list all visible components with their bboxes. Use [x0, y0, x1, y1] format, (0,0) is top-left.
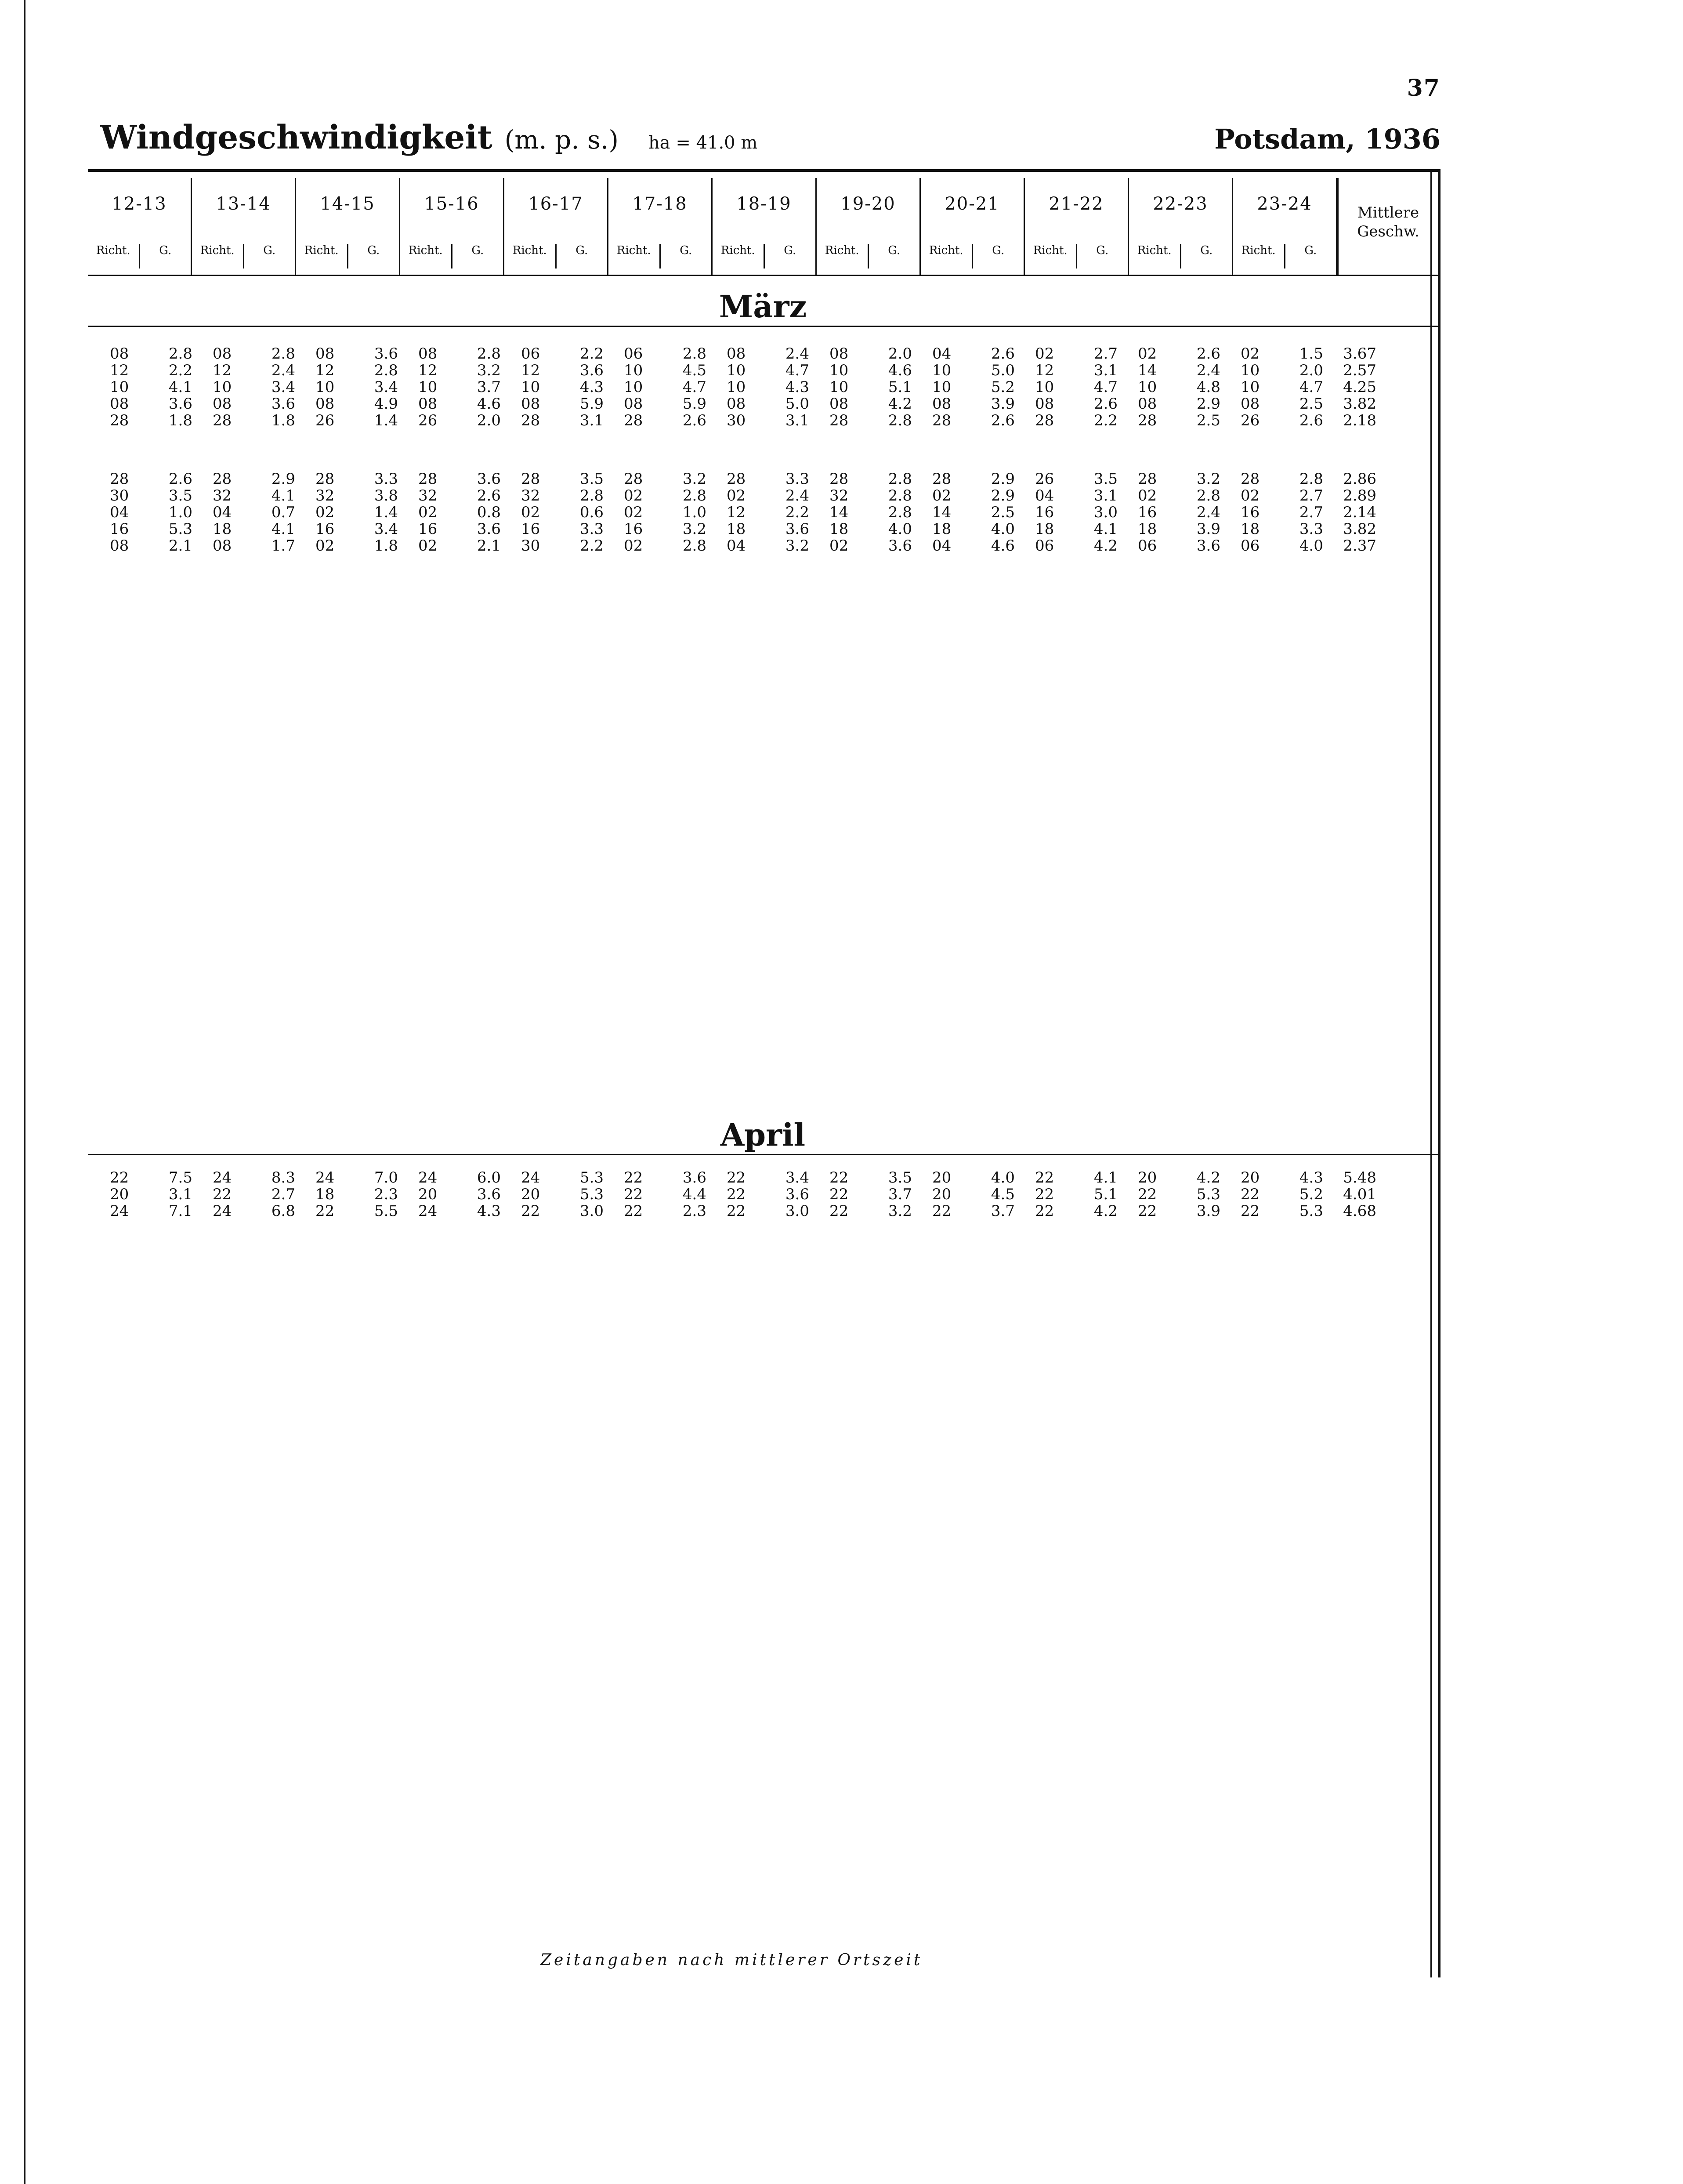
- direction-label: Richt.: [192, 244, 244, 268]
- hour-label: 14-15: [320, 194, 375, 214]
- speed-label: G.: [159, 244, 172, 257]
- direction-label: Richt.: [817, 244, 869, 268]
- direction-label: Richt.: [296, 244, 348, 268]
- hour-column-8: [921, 178, 1025, 275]
- speed-label: G.: [888, 244, 901, 257]
- table-row: 08 3.6 08 3.6 08 4.9 08 4.6 08 5.9 08 5.9 08 5.0 08 4.2 08 3.9 08 2.6 08 2.9 08 2.5 3.82: [105, 395, 1425, 412]
- hour-column-3: [400, 178, 504, 275]
- page-number: 37: [1407, 75, 1441, 102]
- table-row: 08 2.1 08 1.7 02 1.8 02 2.1 30 2.2 02 2.8 04 3.2 02 3.6 04 4.6 06 4.2 06 3.6 06 4.0 2.37: [105, 537, 1425, 554]
- april-block-1: [105, 1169, 1425, 1219]
- page-header: [100, 119, 1441, 163]
- page-title: Windgeschwindigkeit: [100, 119, 492, 156]
- march-block-2: [105, 471, 1425, 554]
- sub-labels: [608, 244, 711, 268]
- hour-label: 17-18: [632, 194, 688, 214]
- time-footnote: Zeitangaben nach mittlerer Ortszeit: [540, 1951, 923, 1969]
- march-block-1: [105, 345, 1425, 429]
- hour-label: 19-20: [840, 194, 896, 214]
- hour-label: 20-21: [945, 194, 1000, 214]
- hour-column-0: [88, 178, 192, 275]
- hour-column-10: [1129, 178, 1233, 275]
- sub-labels: [817, 244, 919, 268]
- speed-label: G.: [367, 244, 380, 257]
- table-row: 04 1.0 04 0.7 02 1.4 02 0.8 02 0.6 02 1.0 12 2.2 14 2.8 14 2.5 16 3.0 16 2.4 16 2.7 2.14: [105, 504, 1425, 521]
- speed-label: G.: [471, 244, 484, 257]
- table-row: 28 1.8 28 1.8 26 1.4 26 2.0 28 3.1 28 2.6 30 3.1 28 2.8 28 2.6 28 2.2 28 2.5 26 2.6 2.18: [105, 412, 1425, 429]
- hour-label: 18-19: [736, 194, 792, 214]
- sub-labels: [504, 244, 607, 268]
- title-group: [100, 119, 757, 156]
- hour-column-4: [504, 178, 608, 275]
- direction-label: Richt.: [504, 244, 557, 268]
- table-row: 24 7.1 24 6.8 22 5.5 24 4.3 22 3.0 22 2.3 22 3.0 22 3.2 22 3.7 22 4.2 22 3.9 22 5.3 4.68: [105, 1203, 1425, 1219]
- sub-labels: [88, 244, 191, 268]
- direction-label: Richt.: [88, 244, 140, 268]
- table-row: 16 5.3 18 4.1 16 3.4 16 3.6 16 3.3 16 3.2 18 3.6 18 4.0 18 4.0 18 4.1 18 3.9 18 3.3 3.82: [105, 521, 1425, 537]
- table-row: 20 3.1 22 2.7 18 2.3 20 3.6 20 5.3 22 4.4 22 3.6 22 3.7 20 4.5 22 5.1 22 5.3 22 5.2 4.01: [105, 1186, 1425, 1203]
- hour-label: 12-13: [112, 194, 167, 214]
- month-title-april: April: [720, 1117, 806, 1153]
- mean-value: 2.14: [1343, 504, 1376, 521]
- month-rule: [88, 1154, 1438, 1155]
- direction-label: Richt.: [1233, 244, 1285, 268]
- mean-value: 4.01: [1343, 1186, 1376, 1203]
- mean-value: 2.86: [1343, 470, 1376, 488]
- mean-speed-header: Mittlere Geschw.: [1337, 178, 1438, 275]
- direction-label: Richt.: [1129, 244, 1181, 268]
- mean-value: 4.68: [1343, 1202, 1376, 1220]
- wind-speed-table: [88, 169, 1441, 1977]
- column-headers: [88, 178, 1438, 276]
- speed-label: G.: [575, 244, 588, 257]
- hour-label: 13-14: [216, 194, 271, 214]
- speed-label: G.: [263, 244, 276, 257]
- table-row: 22 7.5 24 8.3 24 7.0 24 6.0 24 5.3 22 3.6 22 3.4 22 3.5 20 4.0 22 4.1 20 4.2 20 4.3 5.48: [105, 1169, 1425, 1186]
- speed-label: G.: [784, 244, 796, 257]
- table-row: 30 3.5 32 4.1 32 3.8 32 2.6 32 2.8 02 2.8 02 2.4 32 2.8 02 2.9 04 3.1 02 2.8 02 2.7 2.89: [105, 487, 1425, 504]
- frame-inner-rule: [1430, 172, 1432, 1977]
- sub-labels: [400, 244, 503, 268]
- unit-label: (m. p. s.): [504, 125, 619, 155]
- direction-label: Richt.: [713, 244, 765, 268]
- hour-column-1: [192, 178, 296, 275]
- mean-value: 3.82: [1343, 520, 1376, 538]
- direction-label: Richt.: [1025, 244, 1077, 268]
- sub-labels: [1233, 244, 1336, 268]
- table-row: 08 2.8 08 2.8 08 3.6 08 2.8 06 2.2 06 2.8 08 2.4 08 2.0 04 2.6 02 2.7 02 2.6 02 1.5 3.67: [105, 345, 1425, 362]
- speed-label: G.: [1304, 244, 1317, 257]
- mean-value: 3.67: [1343, 345, 1376, 363]
- anemometer-height-note: ha = 41.0 m: [648, 133, 758, 153]
- direction-label: Richt.: [400, 244, 452, 268]
- hour-label: 22-23: [1153, 194, 1208, 214]
- speed-label: G.: [1096, 244, 1109, 257]
- table-row: 12 2.2 12 2.4 12 2.8 12 3.2 12 3.6 10 4.5 10 4.7 10 4.6 10 5.0 12 3.1 14 2.4 10 2.0 2.57: [105, 362, 1425, 379]
- table-row: 28 2.6 28 2.9 28 3.3 28 3.6 28 3.5 28 3.2 28 3.3 28 2.8 28 2.9 26 3.5 28 3.2 28 2.8 2.86: [105, 471, 1425, 487]
- hour-label: 16-17: [528, 194, 583, 214]
- sub-labels: [192, 244, 295, 268]
- sub-labels: [921, 244, 1024, 268]
- sub-labels: [1129, 244, 1232, 268]
- speed-label: G.: [1200, 244, 1213, 257]
- hour-column-7: [817, 178, 921, 275]
- hour-label: 15-16: [424, 194, 479, 214]
- hour-column-11: [1233, 178, 1337, 275]
- mean-value: 2.89: [1343, 487, 1376, 504]
- binding-edge-rule: [24, 0, 25, 2184]
- direction-label: Richt.: [921, 244, 973, 268]
- mean-value: 2.57: [1343, 362, 1376, 379]
- table-row: 10 4.1 10 3.4 10 3.4 10 3.7 10 4.3 10 4.7 10 4.3 10 5.1 10 5.2 10 4.7 10 4.8 10 4.7 4.25: [105, 379, 1425, 395]
- mean-value: 5.48: [1343, 1169, 1376, 1186]
- speed-label: G.: [992, 244, 1005, 257]
- month-title-march: März: [719, 288, 807, 325]
- sub-labels: [1025, 244, 1128, 268]
- mean-value: 4.25: [1343, 378, 1376, 396]
- hour-column-5: [608, 178, 713, 275]
- mean-value: 2.18: [1343, 412, 1376, 429]
- mean-value: 3.82: [1343, 395, 1376, 413]
- place-date: Potsdam, 1936: [1214, 123, 1441, 155]
- hour-label: 21-22: [1049, 194, 1104, 214]
- mean-value: 2.37: [1343, 537, 1376, 555]
- direction-label: Richt.: [608, 244, 661, 268]
- month-rule: [88, 326, 1438, 327]
- hour-column-9: [1025, 178, 1129, 275]
- hour-column-2: [296, 178, 400, 275]
- speed-label: G.: [680, 244, 692, 257]
- hour-column-6: [713, 178, 817, 275]
- sub-labels: [713, 244, 815, 268]
- hour-label: 23-24: [1257, 194, 1312, 214]
- sub-labels: [296, 244, 399, 268]
